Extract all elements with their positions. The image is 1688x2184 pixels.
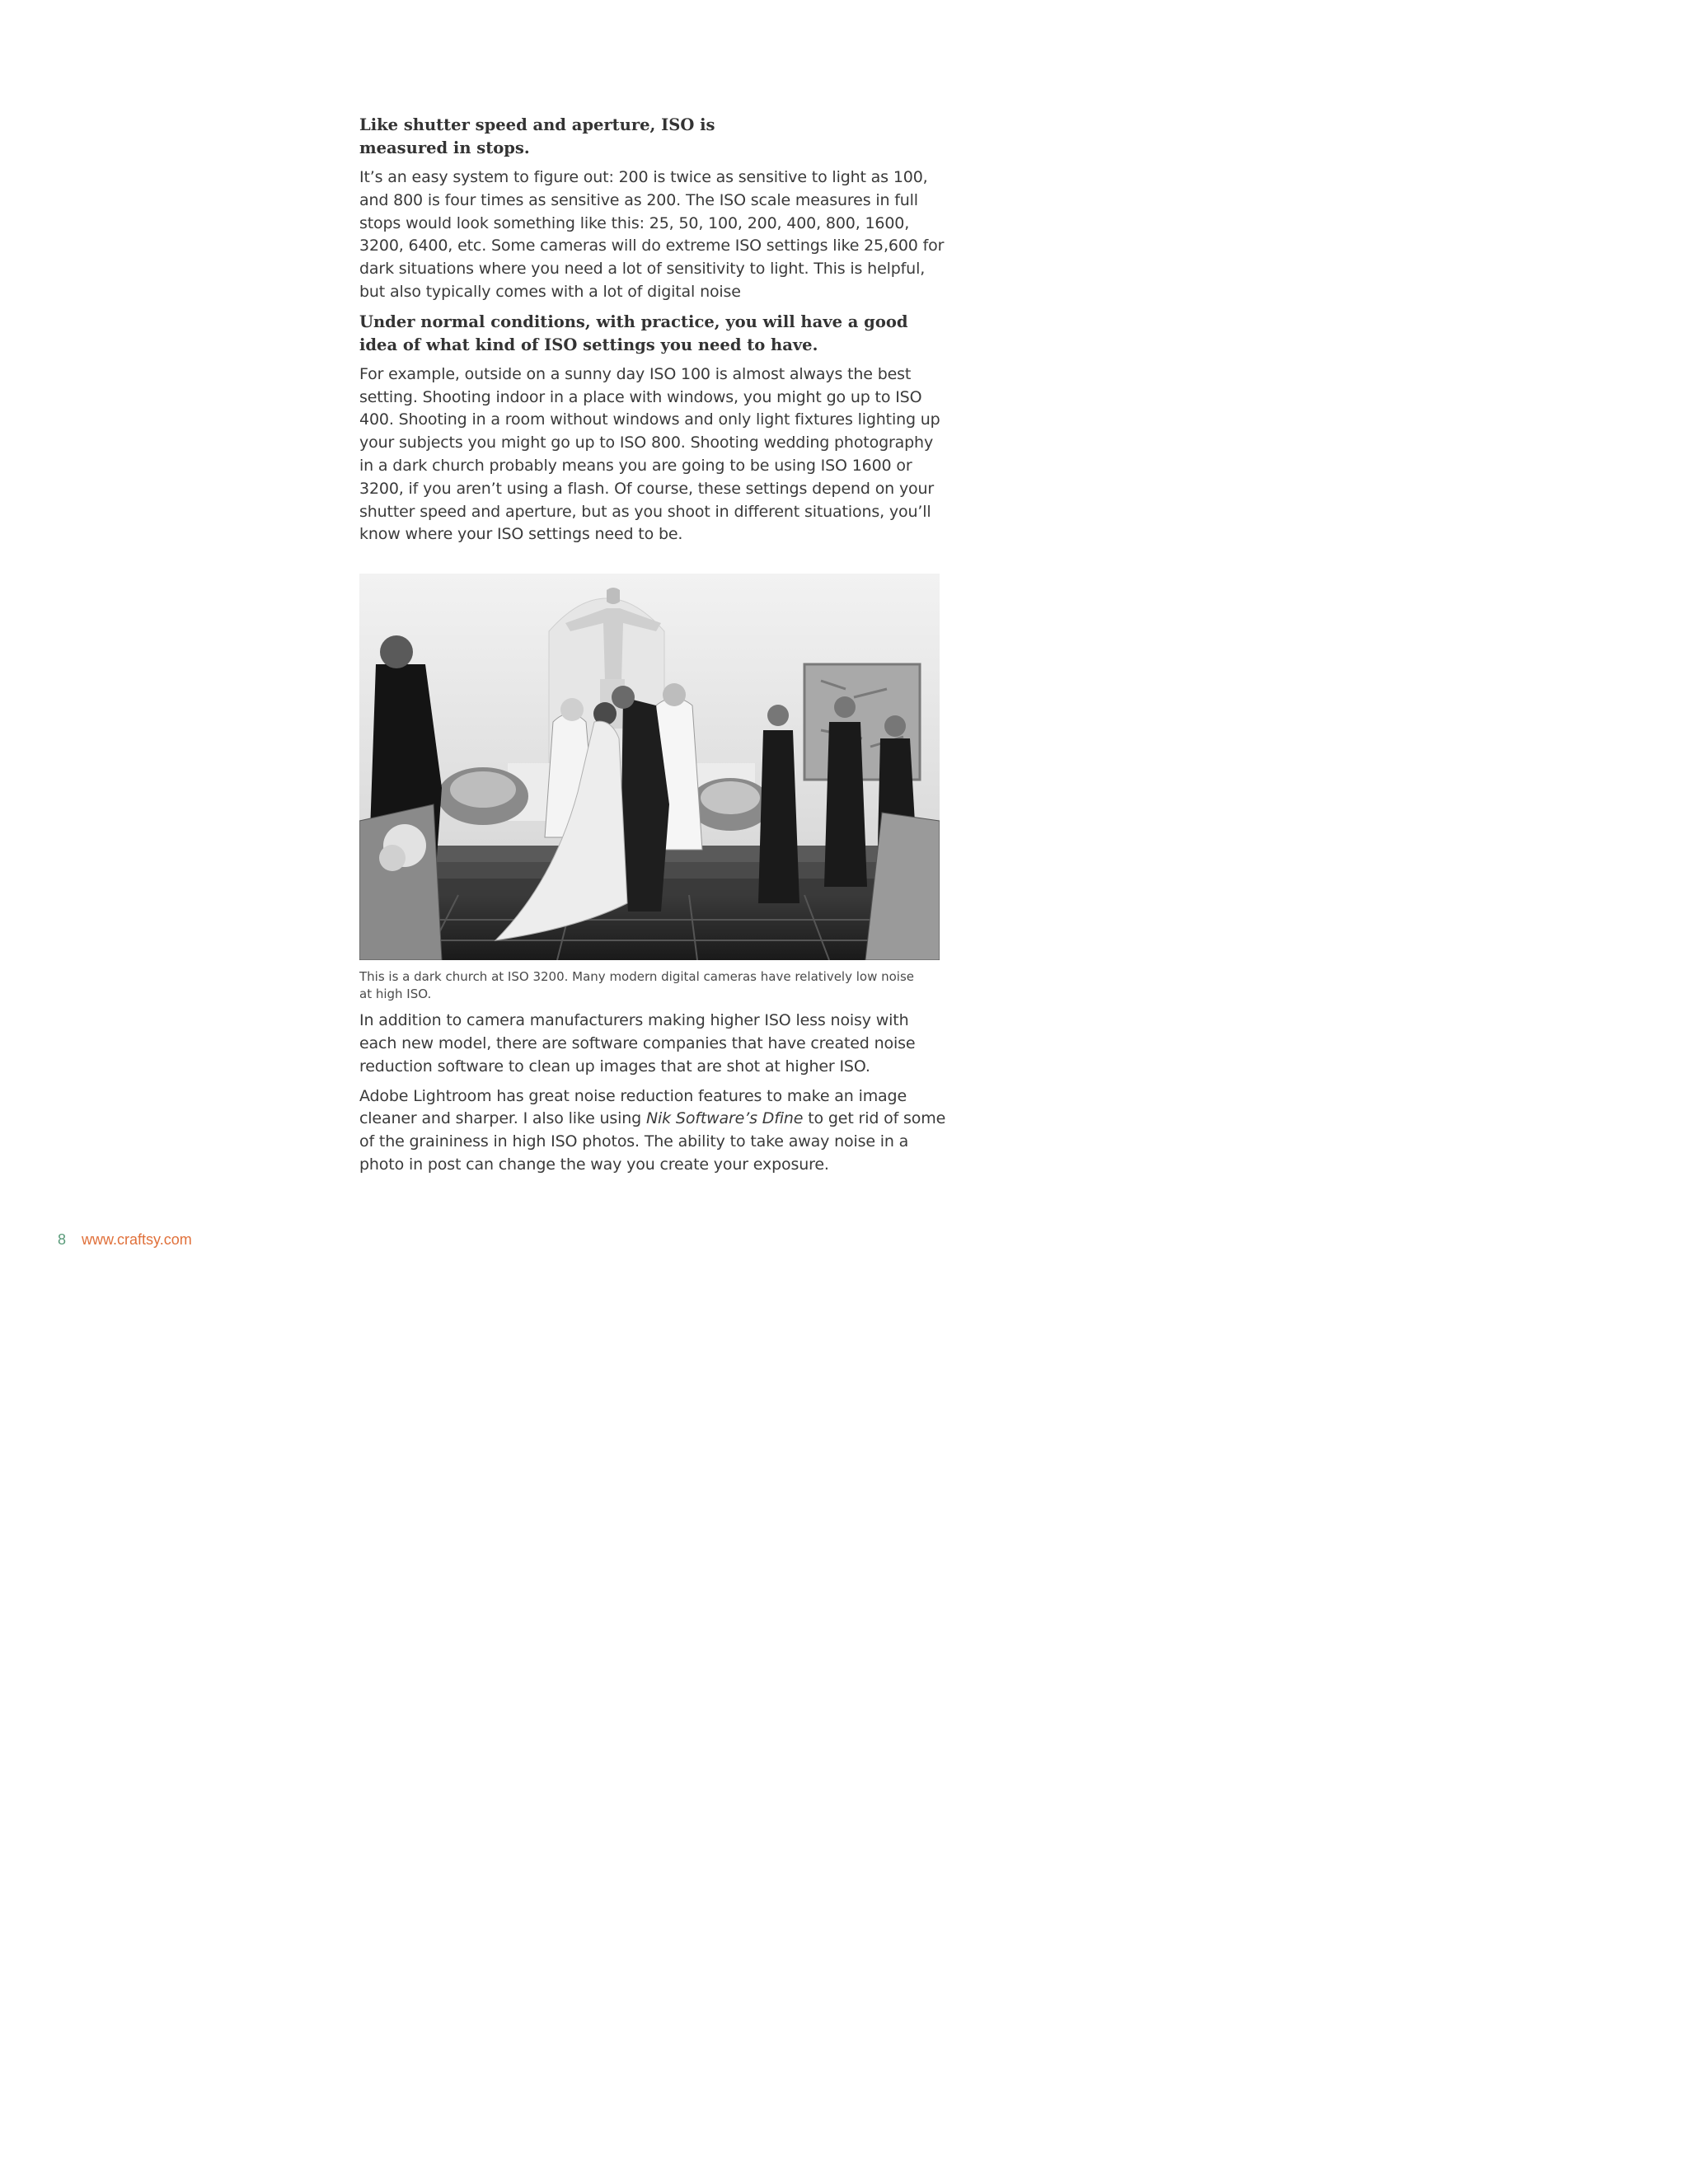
article-column <box>359 114 946 1183</box>
paragraph-iso-scale: It’s an easy system to figure out: 200 is twice as sensitive to light as 100, and 800 is four times as sensitive as 200. The ISO scale measures in full stops would look something like this: 25, 50, 100, 200, 400, 800, 1600, 3200, 6400, etc. Some cameras will do extreme ISO settings like 25,600 for dark situations where you need a lot of sensitivity to light. This is helpful, but also typically comes with a lot of digital noise <box>359 168 945 301</box>
paragraph-software <box>359 1085 946 1177</box>
figure-caption: This is a dark church at ISO 3200. Many modern digital cameras have relatively low noise at high ISO. <box>359 969 915 1002</box>
section-heading-normal-conditions: Under normal conditions, with practice, you will have a good idea of what kind of ISO settings you need to have. <box>359 312 908 354</box>
website-link[interactable]: www.craftsy.com <box>82 1231 192 1248</box>
paragraph-iso-examples: For example, outside on a sunny day ISO 100 is almost always the best setting. Shooting indoor in a place with windows, you might go up to ISO 400. Shooting in a room without windows and only light fixtures lighting up your subjects you might go up to ISO 800. Shooting wedding photography in a dark church probably means you are going to be using ISO 1600 or 3200, if you aren’t using a flash. Of course, these settings depend on your shutter speed and aperture, but as you shoot in different situations, you’ll know where your ISO settings need to be. <box>359 364 940 544</box>
section-heading-iso-stops: Like shutter speed and aperture, ISO is measured in stops. <box>359 115 715 157</box>
software-name: Nik Software’s Dfine <box>645 1109 804 1128</box>
page-number: 8 <box>58 1231 67 1248</box>
paragraph-software-text-b: to get rid of some of the graininess in high ISO photos. The ability to take away noise in a photo in post can change the way you create your exposure. <box>359 1109 946 1174</box>
page-footer <box>58 1231 192 1249</box>
paragraph-noise-reduction: In addition to camera manufacturers making higher ISO less noisy with each new model, there are software companies that have created noise reduction software to clean up images that are shot at higher ISO. <box>359 1011 916 1076</box>
church-wedding-photo <box>359 574 940 960</box>
paragraph-software-text-a: Adobe Lightroom has great noise reduction features to make an image cleaner and sharper. I also like using <box>359 1086 907 1128</box>
